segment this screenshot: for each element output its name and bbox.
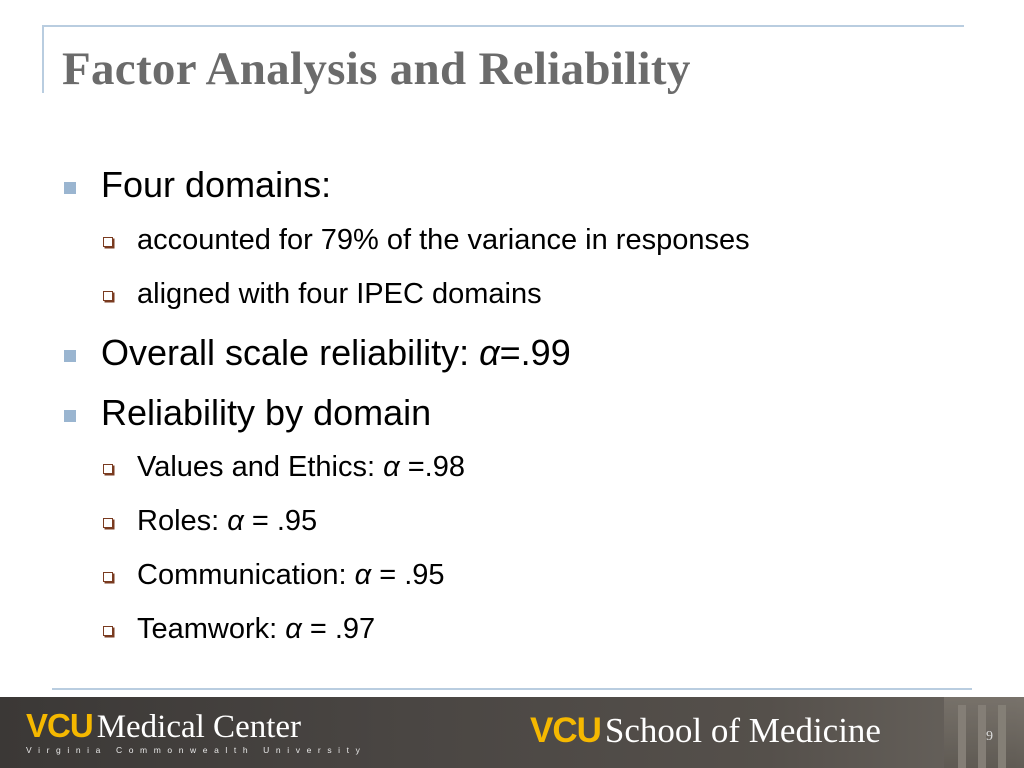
- alpha-symbol: α: [383, 451, 400, 483]
- alpha-symbol: α: [285, 613, 302, 645]
- checkbox-bullet-icon: [103, 291, 113, 301]
- square-bullet-icon: [64, 410, 76, 422]
- sub-bullet-ipec: aligned with four IPEC domains: [137, 278, 542, 310]
- sub-bullet-variance: accounted for 79% of the variance in responses: [137, 224, 750, 256]
- bullet-reliability-by-domain: Reliability by domain: [101, 392, 432, 433]
- checkbox-bullet-icon: [103, 626, 113, 636]
- checkbox-bullet-icon: [103, 518, 113, 528]
- slide-page-number: 9: [986, 729, 993, 744]
- sub-bullet-roles: [137, 505, 317, 538]
- vcu-medical-center-logo: [26, 707, 301, 746]
- teamwork-value: = .97: [301, 613, 376, 645]
- checkbox-bullet-icon: [103, 464, 113, 474]
- checkbox-bullet-icon: [103, 237, 113, 247]
- values-ethics-label: Values and Ethics:: [137, 451, 384, 483]
- vcu-school-of-medicine-logo: [530, 711, 881, 751]
- teamwork-label: Teamwork:: [137, 613, 286, 645]
- medical-center-logo-text: Medical Center: [96, 709, 302, 745]
- school-of-medicine-logo-text: School of Medicine: [604, 711, 881, 750]
- bullet-overall-reliability: [101, 332, 571, 374]
- alpha-symbol: α: [227, 505, 244, 537]
- sub-bullet-values-ethics: [137, 451, 465, 484]
- overall-reliability-value: =.99: [499, 332, 571, 373]
- overall-reliability-label: Overall scale reliability:: [101, 332, 480, 373]
- square-bullet-icon: [64, 182, 76, 194]
- footer-banner: [0, 697, 1024, 768]
- slide-title: Factor Analysis and Reliability: [62, 43, 691, 95]
- alpha-symbol: α: [479, 332, 500, 373]
- bullet-four-domains: Four domains:: [101, 164, 332, 205]
- roles-value: = .95: [243, 505, 318, 537]
- sub-bullet-teamwork: [137, 613, 375, 646]
- sub-bullet-communication: [137, 559, 445, 592]
- footer-divider: [52, 688, 972, 690]
- checkbox-bullet-icon: [103, 572, 113, 582]
- communication-label: Communication:: [137, 559, 355, 591]
- building-columns-image: [944, 697, 1024, 768]
- vcu-logo-mark: VCU: [530, 711, 601, 750]
- values-ethics-value: =.98: [399, 451, 465, 483]
- roles-label: Roles:: [137, 505, 228, 537]
- vcu-logo-mark: VCU: [26, 707, 93, 744]
- communication-value: = .95: [371, 559, 445, 591]
- square-bullet-icon: [64, 350, 76, 362]
- alpha-symbol: α: [354, 559, 372, 591]
- vcu-logo-subtitle: Virginia Commonwealth University: [26, 745, 367, 755]
